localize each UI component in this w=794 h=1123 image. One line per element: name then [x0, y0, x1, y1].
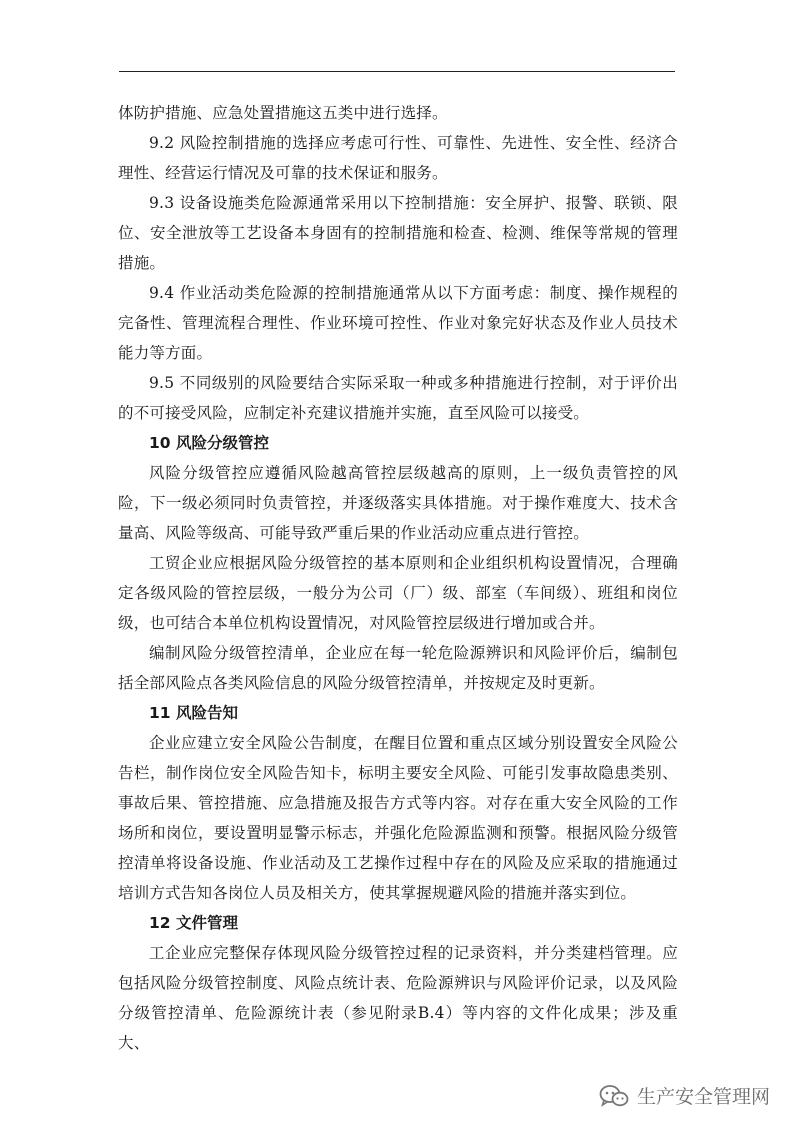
header-rule — [119, 71, 675, 72]
section-heading-11: 11 风险告知 — [149, 704, 238, 722]
paragraph: 工企业应完整保存体现风险分级管控过程的记录资料，并分类建档管理。应包括风险分级管控制度、风险点统计表、危险源辨识与风险评价记录，以及风险分级管控清单、危险源统计表（参见附录B.4）等内容的文件化成果；涉及重大、 — [118, 944, 678, 1052]
section-heading-10: 10 风险分级管控 — [149, 434, 269, 452]
paragraph: 工贸企业应根据风险分级管控的基本原则和企业组织机构设置情况，合理确定各级风险的管控层级，一般分为公司（厂）级、部室（车间级）、班组和岗位级，也可结合本单位机构设置情况，对风险管控层级进行增加或合并。 — [118, 554, 678, 632]
section-heading-12: 12 文件管理 — [149, 914, 238, 932]
paragraph-9-3: 9.3 设备设施类危险源通常采用以下控制措施：安全屏护、报警、联锁、限位、安全泄放等工艺设备本身固有的控制措施和检查、检测、维保等常规的管理措施。 — [118, 194, 678, 272]
paragraph-9-4: 9.4 作业活动类危险源的控制措施通常从以下方面考虑：制度、操作规程的完备性、管理流程合理性、作业环境可控性、作业对象完好状态及作业人员技术能力等方面。 — [118, 284, 678, 362]
paragraph-9-5: 9.5 不同级别的风险要结合实际采取一种或多种措施进行控制，对于评价出的不可接受风险，应制定补充建议措施并实施，直至风险可以接受。 — [118, 374, 678, 422]
paragraph: 编制风险分级管控清单，企业应在每一轮危险源辨识和风险评价后，编制包括全部风险点各类风险信息的风险分级管控清单，并按规定及时更新。 — [118, 644, 678, 692]
document-body — [118, 98, 678, 1058]
wechat-icon — [599, 1084, 629, 1108]
paragraph: 企业应建立安全风险公告制度，在醒目位置和重点区域分别设置安全风险公告栏，制作岗位安全风险告知卡，标明主要安全风险、可能引发事故隐患类别、事故后果、管控措施、应急措施及报告方式等内容。对存在重大安全风险的工作场所和岗位，要设置明显警示标志，并强化危险源监测和预警。根据风险分级管控清单将设备设施、作业活动及工艺操作过程中存在的风险及应采取的措施通过培训方式告知各岗位人员及相关方，使其掌握规避风险的措施并落实到位。 — [118, 734, 678, 902]
paragraph-9-2: 9.2 风险控制措施的选择应考虑可行性、可靠性、先进性、安全性、经济合理性、经营运行情况及可靠的技术保证和服务。 — [118, 134, 678, 182]
watermark — [599, 1082, 770, 1109]
watermark-text: 生产安全管理网 — [636, 1086, 770, 1108]
paragraph: 体防护措施、应急处置措施这五类中进行选择。 — [118, 104, 448, 122]
paragraph: 风险分级管控应遵循风险越高管控层级越高的原则，上一级负责管控的风险，下一级必须同时负责管控，并逐级落实具体措施。对于操作难度大、技术含量高、风险等级高、可能导致严重后果的作业活动应重点进行管控。 — [118, 464, 678, 542]
